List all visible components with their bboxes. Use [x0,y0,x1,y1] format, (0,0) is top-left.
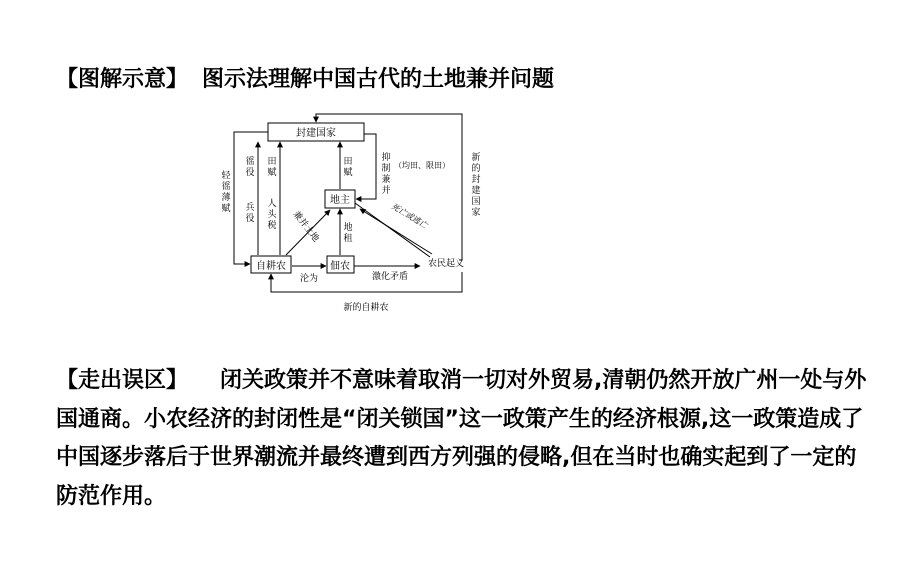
svg-text:役: 役 [245,214,255,224]
label-flee: 死亡或逃亡 [389,201,429,231]
label-land-tax-mid [343,156,352,178]
svg-text:地: 地 [343,223,353,233]
paragraph-text: 闭关政策并不意味着取消一切对外贸易,清朝仍然开放广州一处与外国通商。小农经济的封闭性是“闭关锁国”这一政策产生的经济根源,这一政策造成了中国逐步落后于世界潮流并最终遭到西方列强的侵略,但在当时也确实起到了一定的防范作用。 [56,368,867,509]
svg-text:赋: 赋 [221,204,231,214]
label-become: 沦为 [299,274,319,284]
svg-text:役: 役 [245,168,255,178]
svg-text:赋: 赋 [267,168,277,178]
svg-text:家: 家 [471,208,481,218]
land-annexation-diagram [220,102,500,320]
label-poll-tax [267,197,277,231]
label-light-tax [221,169,231,214]
svg-text:兵: 兵 [245,203,255,213]
label-corvee [245,155,254,178]
misconception-paragraph [56,362,876,516]
svg-text:田: 田 [267,157,277,167]
node-tenant: 佃农 [330,261,350,272]
label-new-farmer: 新的自耕农 [343,303,389,313]
svg-text:徭: 徭 [245,157,255,167]
svg-text:赋: 赋 [343,168,353,178]
flee-arrow [360,209,432,254]
label-new-state [471,151,480,218]
label-conflict: 激化矛盾 [371,272,409,282]
node-farmer: 自耕农 [256,261,286,272]
svg-text:新: 新 [471,153,481,163]
restrain-arrow [356,134,376,199]
heading-tag: 【图解示意】 [56,67,189,92]
label-restrain [381,151,390,196]
svg-text:国: 国 [471,197,481,207]
svg-text:制: 制 [381,164,391,174]
label-rent [343,221,352,244]
svg-text:封: 封 [471,175,481,185]
svg-text:徭: 徭 [221,182,231,192]
label-policies: （均田、限田） [394,161,450,170]
node-uprising: 农民起义 [427,259,465,269]
heading-title: 图示法理解中国古代的土地兼并问题 [202,67,555,92]
svg-text:抑: 抑 [381,153,391,163]
svg-text:的: 的 [471,164,481,174]
svg-text:人: 人 [267,199,277,209]
node-landlord: 地主 [330,195,350,206]
svg-text:田: 田 [343,157,353,167]
label-land-tax-left [267,156,276,178]
svg-text:租: 租 [343,234,353,244]
svg-text:轻: 轻 [221,171,231,181]
label-annex: 兼并土地 [290,209,321,245]
light-tax-arrow [234,132,268,264]
svg-text:建: 建 [471,186,481,196]
svg-text:并: 并 [381,186,391,196]
node-state: 封建国家 [296,128,336,139]
svg-text:兼: 兼 [381,175,391,185]
svg-text:薄: 薄 [221,193,231,203]
label-military [245,201,254,224]
svg-text:头: 头 [267,210,277,220]
landlord-uprising-line [355,203,430,257]
section-heading [56,62,554,93]
paragraph-tag: 【走出误区】 [56,368,189,393]
svg-text:税: 税 [267,221,277,231]
